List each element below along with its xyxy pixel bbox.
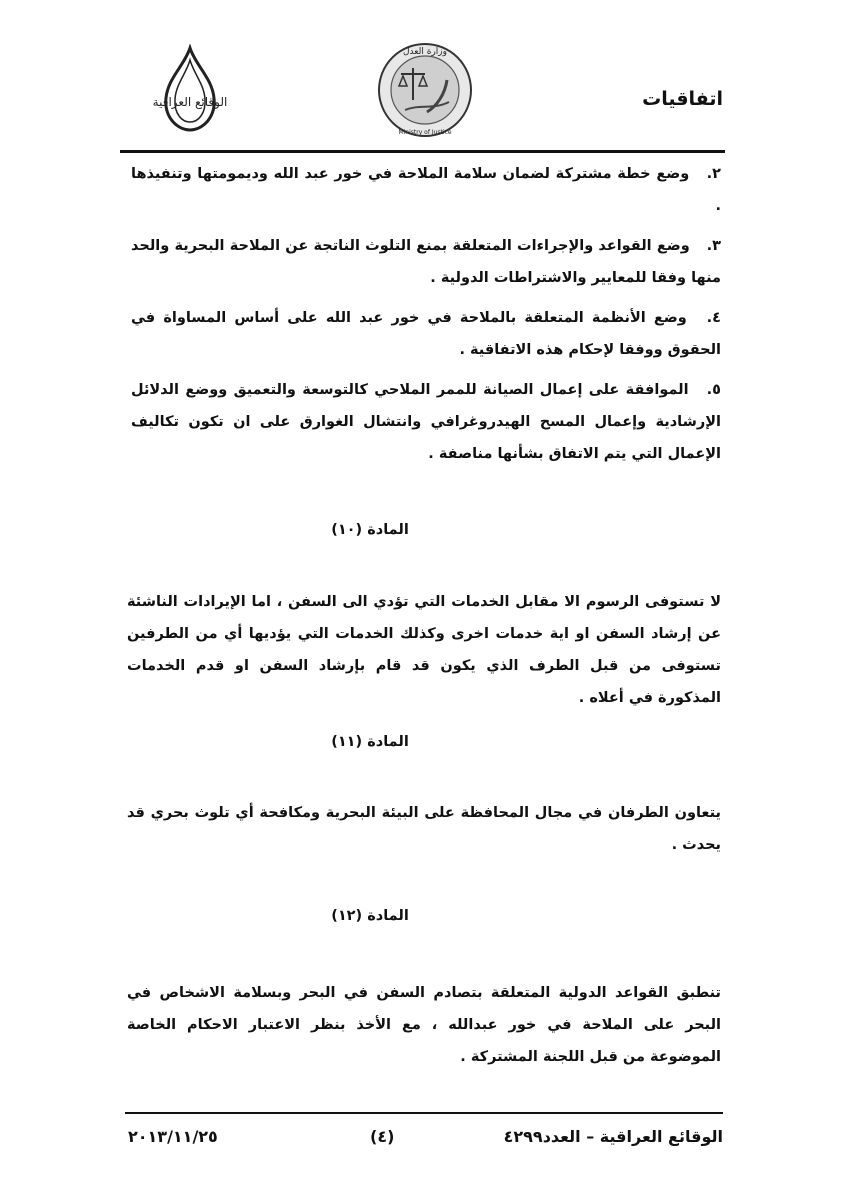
list-item [131,230,721,294]
gazette-logo [150,44,230,136]
article-heading: المادة (١٠) [331,522,409,538]
item-text: وضع خطة مشتركة لضمان سلامة الملاحة في خور عبد الله وديمومتها وتنفيذها . [131,166,721,214]
list-item [131,158,721,222]
item-text: الموافقة على إعمال الصيانة للممر الملاحي كالتوسعة والتعميق ووضع الدلائل الإرشادية وإعمال المسح الهيدروغرافي وانتشال الغوارق على ان تكون تكاليف الإعمال التي يتم الاتفاق بشأنها مناصفة . [131,382,721,462]
article-heading: المادة (١١) [331,734,409,750]
item-number: ٢. [706,166,721,182]
item-number: ٣. [706,238,721,254]
seal-english-text: Ministry of Justice [398,129,452,136]
seal-arabic-text: وزارة العدل [403,47,447,57]
section-title: اتفاقيات [642,88,723,110]
header-divider [120,150,725,153]
article-text: تنطبق القواعد الدولية المتعلقة بتصادم السفن في البحر وبسلامة الاشخاص في البحر على الملاحة في خور عبدالله ، مع الأخذ بنظر الاعتبار الاحكام الخاصة الموضوعة من قبل اللجنة المشتركة . [127,985,721,1065]
article-text: لا تستوفى الرسوم الا مقابل الخدمات التي تؤدي الى السفن ، اما الإيرادات الناشئة عن إرشاد السفن او اية خدمات اخرى وكذلك الخدمات التي يؤديها أي من الطرفين تستوفى من قبل الطرف الذي يكون قد قام بإرشاد السفن او قدم الخدمات المذكورة في أعلاه . [127,594,721,706]
item-number: ٥. [706,382,721,398]
list-item [131,302,721,366]
gazette-logo-text: الوقائع العراقية [152,95,228,109]
item-text: وضع الأنظمة المتعلقة بالملاحة في خور عبد الله على أساس المساواة في الحقوق ووفقا لإحكام هذه الاتفاقية . [131,310,721,358]
article-heading: المادة (١٢) [331,908,409,924]
list-item [131,374,721,470]
footer-divider [125,1112,723,1114]
page-number: (٤) [370,1127,395,1146]
item-number: ٤. [706,310,721,326]
footer-gazette-issue: الوقائع العراقية – العدد٤٢٩٩ [503,1127,723,1146]
footer-date: ٢٠١٣/١١/٢٥ [128,1127,218,1146]
ministry-of-justice-seal [375,40,475,140]
item-text: وضع القواعد والإجراءات المتعلقة بمنع التلوث الناتجة عن الملاحة البحرية والحد منها وفقا للمعايير والاشتراطات الدولية . [131,238,721,286]
article-text: يتعاون الطرفان في مجال المحافظة على البيئة البحرية ومكافحة أي تلوث بحري قد يحدث . [127,805,721,853]
